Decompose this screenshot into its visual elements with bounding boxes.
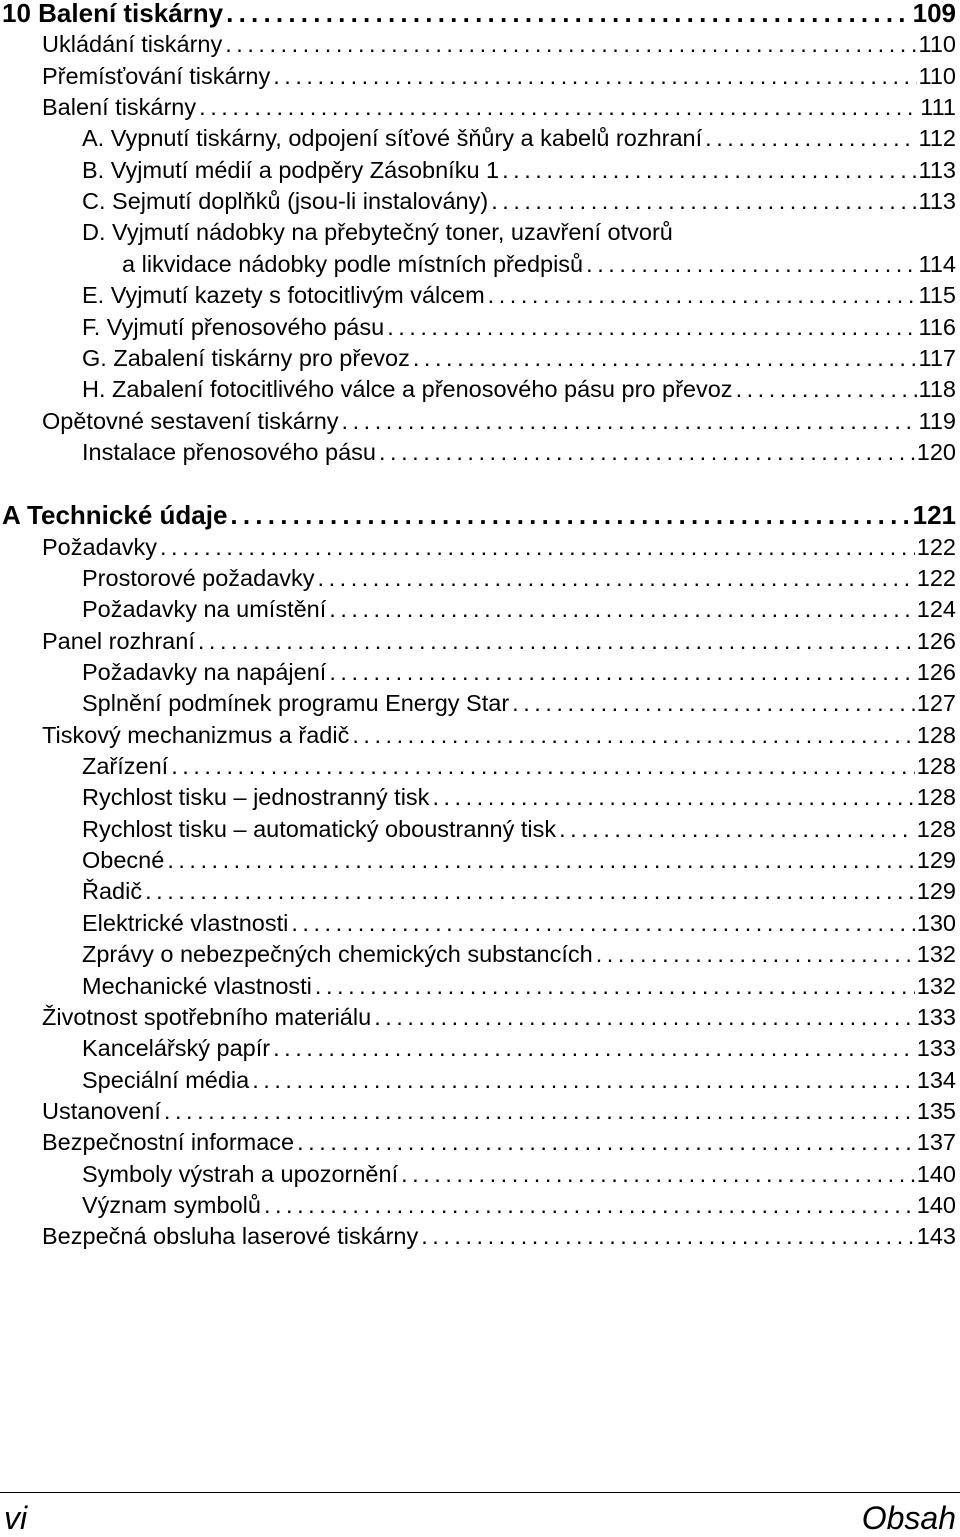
toc-chapter-entry[interactable] bbox=[2, 0, 956, 29]
dot-leader bbox=[273, 1033, 915, 1064]
toc-page-number: 110 bbox=[918, 31, 956, 58]
dot-leader bbox=[171, 751, 915, 782]
toc-entry[interactable] bbox=[42, 532, 956, 563]
dot-leader bbox=[491, 186, 916, 217]
dot-leader bbox=[342, 406, 917, 437]
toc-page-number: 112 bbox=[918, 125, 956, 152]
toc-entry[interactable] bbox=[82, 186, 956, 217]
toc-entry-title: A Technické údaje bbox=[2, 500, 228, 531]
toc-entry-title: Prostorové požadavky bbox=[82, 564, 315, 591]
toc-page-number: 110 bbox=[918, 62, 956, 89]
toc-entry[interactable] bbox=[42, 61, 956, 92]
toc-entry-title: Symboly výstrah a upozornění bbox=[82, 1160, 399, 1187]
toc-entry-title: Rychlost tisku – automatický oboustranný tisk bbox=[82, 815, 557, 842]
dot-leader bbox=[374, 1002, 915, 1033]
toc-entry[interactable] bbox=[82, 217, 956, 248]
toc-entry-title: Bezpečnostní informace bbox=[42, 1129, 295, 1156]
toc-entry[interactable] bbox=[82, 657, 956, 688]
toc-entry-title: F. Vyjmutí přenosového pásu bbox=[82, 313, 385, 340]
toc-entry-title: Rychlost tisku – jednostranný tisk bbox=[82, 784, 430, 811]
toc-entry[interactable] bbox=[82, 971, 956, 1002]
toc-page-number: 128 bbox=[916, 815, 956, 842]
toc-entry[interactable] bbox=[82, 845, 956, 876]
toc-entry-title: Kancelářský papír bbox=[82, 1035, 271, 1062]
toc-entry[interactable] bbox=[42, 1002, 956, 1033]
dot-leader bbox=[145, 876, 915, 907]
toc-page-number: 119 bbox=[918, 407, 956, 434]
dot-leader bbox=[167, 845, 914, 876]
toc-entry[interactable] bbox=[42, 1127, 956, 1158]
toc-entry-title: Tiskový mechanizmus a řadič bbox=[42, 721, 350, 748]
toc-entry-title: Panel rozhraní bbox=[42, 627, 195, 654]
toc-page-number: 117 bbox=[918, 344, 956, 371]
toc-page-number: 135 bbox=[916, 1097, 956, 1124]
toc-page-number: 126 bbox=[916, 659, 956, 685]
dot-leader bbox=[705, 123, 916, 154]
dot-leader bbox=[226, 0, 910, 29]
dot-leader bbox=[329, 594, 915, 625]
toc-page-number: 128 bbox=[916, 721, 956, 748]
toc-entry[interactable] bbox=[82, 1033, 956, 1064]
toc-page-number: 133 bbox=[916, 1035, 956, 1062]
toc-entry-title: Požadavky bbox=[42, 533, 157, 560]
toc-page-number: 121 bbox=[912, 500, 956, 531]
toc-page-number: 113 bbox=[918, 188, 956, 215]
toc-page-number: 124 bbox=[916, 596, 956, 623]
toc-entry[interactable] bbox=[82, 751, 956, 782]
toc-entry-title: Ustanovení bbox=[42, 1097, 161, 1124]
toc-entry[interactable] bbox=[82, 374, 956, 405]
dot-leader bbox=[379, 437, 915, 468]
toc-entry[interactable] bbox=[82, 437, 956, 468]
toc-page-number: 132 bbox=[916, 972, 956, 999]
toc-entry-title: E. Vyjmutí kazety s fotocitlivým válcem bbox=[82, 282, 485, 309]
dot-leader bbox=[387, 312, 916, 343]
toc-entry[interactable] bbox=[42, 626, 956, 657]
toc-entry-title: H. Zabalení fotocitlivého válce a přenosového pásu pro převoz bbox=[82, 376, 733, 403]
dot-leader bbox=[432, 782, 914, 813]
toc-page-number: 111 bbox=[920, 94, 956, 121]
dot-leader bbox=[559, 814, 915, 845]
toc-entry[interactable] bbox=[42, 92, 956, 123]
toc-entry-title: Speciální média bbox=[82, 1066, 250, 1093]
toc-page-number: 113 bbox=[918, 156, 956, 183]
toc-entry[interactable] bbox=[42, 1096, 956, 1127]
dot-leader bbox=[264, 1190, 915, 1221]
dot-leader bbox=[488, 280, 917, 311]
toc-entry[interactable] bbox=[82, 155, 956, 186]
dot-leader bbox=[596, 939, 915, 970]
dot-leader bbox=[198, 626, 915, 657]
toc-page-number: 118 bbox=[918, 376, 956, 403]
toc-page-number: 130 bbox=[916, 909, 956, 936]
toc-entry[interactable] bbox=[42, 406, 956, 437]
toc-page-number: 140 bbox=[916, 1160, 956, 1187]
toc-page-number: 122 bbox=[916, 533, 956, 560]
toc-entry[interactable] bbox=[42, 29, 956, 60]
toc-entry[interactable] bbox=[122, 249, 956, 280]
toc-entry[interactable] bbox=[82, 876, 956, 907]
toc-entry-title: Zařízení bbox=[82, 753, 169, 780]
dot-leader bbox=[160, 532, 915, 563]
toc-entry-title: Přemísťování tiskárny bbox=[42, 62, 271, 89]
toc-entry[interactable] bbox=[82, 123, 956, 154]
toc-entry[interactable] bbox=[42, 1221, 956, 1252]
toc-page-number: 129 bbox=[916, 847, 956, 874]
dot-leader bbox=[413, 343, 917, 374]
toc-entry-title: Ukládání tiskárny bbox=[42, 31, 223, 58]
toc-page-number: 140 bbox=[916, 1191, 956, 1218]
toc-page-number: 122 bbox=[916, 564, 956, 591]
toc-entry[interactable] bbox=[82, 594, 956, 625]
toc-entry-title: Splnění podmínek programu Energy Star bbox=[82, 690, 510, 717]
dot-leader bbox=[352, 720, 914, 751]
dot-leader bbox=[329, 657, 914, 688]
toc-page-number: 115 bbox=[918, 282, 956, 309]
toc-entry[interactable] bbox=[82, 908, 956, 939]
toc-entry[interactable] bbox=[82, 312, 956, 343]
dot-leader bbox=[199, 92, 918, 123]
dot-leader bbox=[315, 971, 915, 1002]
toc-page-number: 127 bbox=[916, 690, 956, 717]
toc-page-number: 132 bbox=[916, 941, 956, 968]
toc-entry-title: Bezpečná obsluha laserové tiskárny bbox=[42, 1223, 419, 1250]
toc-entry-title: Zprávy o nebezpečných chemických substancích bbox=[82, 941, 593, 968]
dot-leader bbox=[736, 374, 917, 405]
dot-leader bbox=[297, 1127, 915, 1158]
toc-page-number: 134 bbox=[916, 1066, 956, 1093]
toc-entry[interactable] bbox=[82, 343, 956, 374]
toc-entry[interactable] bbox=[82, 280, 956, 311]
toc-entry-title: D. Vyjmutí nádobky na přebytečný toner, uzavření otvorů bbox=[82, 219, 673, 246]
dot-leader bbox=[586, 249, 916, 280]
toc-page-number: 133 bbox=[916, 1003, 956, 1030]
toc-page-number: 128 bbox=[916, 753, 956, 780]
dot-leader bbox=[512, 688, 915, 719]
toc-page-number: 120 bbox=[916, 438, 956, 465]
toc-entry-title: Mechanické vlastnosti bbox=[82, 972, 312, 999]
toc-page-number: 137 bbox=[916, 1129, 956, 1156]
toc-entry-title: Životnost spotřebního materiálu bbox=[42, 1003, 372, 1030]
dot-leader bbox=[225, 29, 916, 60]
dot-leader bbox=[273, 61, 916, 92]
toc-entry-title: Řadič bbox=[82, 878, 143, 905]
toc-entry-title: C. Sejmutí doplňků (jsou-li instalovány) bbox=[82, 188, 489, 215]
dot-leader bbox=[421, 1221, 915, 1252]
toc-entry-title: B. Vyjmutí médií a podpěry Zásobníku 1 bbox=[82, 156, 500, 183]
dot-leader bbox=[401, 1159, 915, 1190]
toc-entry[interactable] bbox=[82, 814, 956, 845]
toc-entry-title: Význam symbolů bbox=[82, 1191, 261, 1218]
dot-leader bbox=[291, 908, 914, 939]
dot-leader bbox=[230, 500, 910, 531]
toc-entry-title: Požadavky na napájení bbox=[82, 659, 327, 685]
toc-entry[interactable] bbox=[82, 939, 956, 970]
toc-entry[interactable] bbox=[82, 1159, 956, 1190]
footer-rule bbox=[0, 1492, 960, 1493]
page-number: vi bbox=[4, 1500, 28, 1536]
toc-page-number: 126 bbox=[916, 627, 956, 654]
toc-entry-title: Balení tiskárny bbox=[42, 94, 197, 121]
toc-entry[interactable] bbox=[82, 563, 956, 594]
toc-entry-title: Požadavky na umístění bbox=[82, 596, 327, 623]
toc-page-number: 128 bbox=[916, 784, 956, 811]
toc-page-number: 143 bbox=[916, 1223, 956, 1250]
toc-chapter-entry[interactable] bbox=[2, 500, 956, 531]
toc-entry-title: Elektrické vlastnosti bbox=[82, 909, 289, 936]
section-name: Obsah bbox=[861, 1500, 956, 1536]
dot-leader bbox=[252, 1065, 915, 1096]
toc-entry-title: Instalace přenosového pásu bbox=[82, 438, 376, 465]
toc-entry-title: a likvidace nádobky podle místních předpisů bbox=[122, 250, 584, 277]
toc-entry[interactable] bbox=[82, 688, 956, 719]
toc-entry-title: 10 Balení tiskárny bbox=[2, 0, 224, 28]
dot-leader bbox=[318, 563, 915, 594]
dot-leader bbox=[502, 155, 916, 186]
dot-leader bbox=[164, 1096, 915, 1127]
toc-page-number: 114 bbox=[918, 250, 956, 277]
toc-entry-title: Opětovné sestavení tiskárny bbox=[42, 407, 339, 434]
toc-entry[interactable] bbox=[82, 1190, 956, 1221]
toc-entry[interactable] bbox=[82, 1065, 956, 1096]
toc-page-number: 116 bbox=[918, 313, 956, 340]
toc-entry[interactable] bbox=[82, 782, 956, 813]
toc-page-number: 129 bbox=[916, 878, 956, 905]
toc-entry-title: G. Zabalení tiskárny pro převoz bbox=[82, 344, 410, 371]
toc-entry-title: A. Vypnutí tiskárny, odpojení síťové šňůry a kabelů rozhraní bbox=[82, 125, 703, 152]
toc-entry[interactable] bbox=[42, 720, 956, 751]
toc-entry-title: Obecné bbox=[82, 847, 165, 874]
toc-page-number: 109 bbox=[912, 0, 956, 28]
